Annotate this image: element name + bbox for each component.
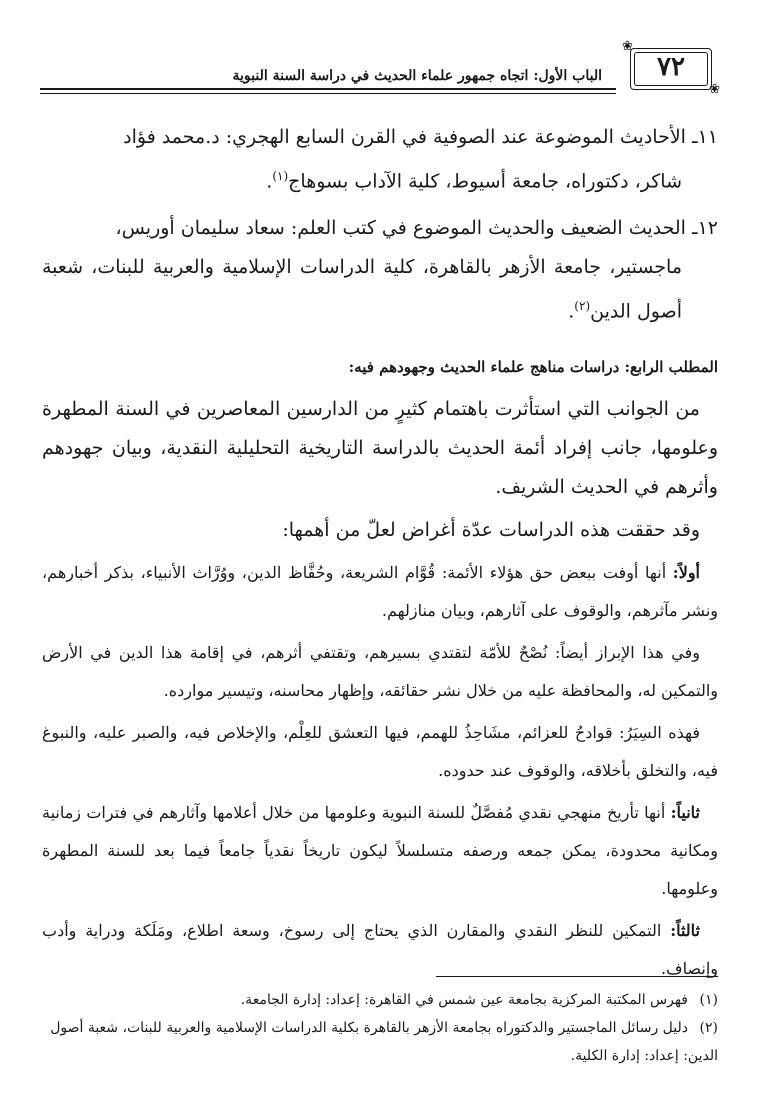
header-rule: [40, 88, 616, 90]
list-item: [42, 209, 718, 331]
footnote-text: فهرس المكتبة المركزية بجامعة عين شمس في القاهرة: إعداد: إدارة الجامعة.: [240, 992, 688, 1008]
paragraph: وقد حققت هذه الدراسات عدّة أغراض لعلّ من أهمها:: [282, 518, 700, 541]
main-text: [42, 118, 718, 992]
footnote-number: (٢): [699, 1020, 718, 1036]
list-item-text-continued: شاكر، دكتوراه، جامعة أسيوط، كلية الآداب بسوهاج: [288, 170, 682, 193]
flower-ornament-icon: ❀: [622, 39, 633, 54]
list-item-text: الأحاديث الموضوعة عند الصوفية في القرن السابع الهجري: د.محمد فؤاد: [123, 126, 686, 148]
paragraph: من الجوانب التي استأثرت باهتمام كثيرٍ من الدارسين المعاصرين في السنة المطهرة وعلومها، جانب إفراد أئمة الحديث بالدراسة التاريخية التحليلية النقدية، وبيان جهودهم وأثرهم في الحديث الشريف.: [42, 397, 718, 498]
paragraph: وفي هذا الإبراز أيضاً: نُصْحٌ للأمّة لتقتدي بسيرهم، وتقتفي أثرهم، في إقامة هذا الدين في الأرض والتمكين له، والمحافظة عليه من خلال نشر حقائقه، وإظهار محاسنه، وتيسير موارده.: [42, 642, 718, 700]
page-number: ٧٢: [657, 52, 685, 82]
list-item-text: الحديث الضعيف والحديث الموضوع في كتب العلم: سعاد سليمان أوريس،: [115, 217, 686, 240]
footnote-text: دليل رسائل الماجستير والدكتوراه بجامعة الأزهر بالقاهرة بكلية الدراسات الإسلامية والعربية للبنات، شعبة أصول الدين: إعداد: إدارة الكلية.: [50, 1020, 718, 1064]
list-item-number: ١١ـ: [692, 126, 718, 148]
section-heading: المطلب الرابع: دراسات مناهج علماء الحديث وجهودهم فيه:: [348, 357, 718, 376]
point-label: ثانياً:: [670, 802, 700, 822]
point-label: أولاً:: [672, 562, 700, 582]
list-item-text-continued: ماجستير، جامعة الأزهر بالقاهرة، كلية الدراسات الإسلامية والعربية للبنات، شعبة أصول الدين: [42, 256, 682, 323]
footnotes: [42, 986, 718, 1070]
running-header: [40, 39, 720, 97]
paragraph: [42, 794, 718, 908]
flower-ornament-icon: ❀: [709, 82, 720, 97]
footnote: [42, 1014, 718, 1070]
footnote-separator: [436, 976, 718, 977]
paragraph: [42, 554, 718, 630]
paragraph-text: أنها تأريخ منهجي نقدي مُفصَّلٌ للسنة النبوية وعلومها من خلال أعلامها وآثارهم في فترات زمانية ومكانية محدودة، يمكن جمعه ورصفه متسلسلاً ليكون تاريخاً نقدياً جامعاً فيما بعد للسنة المطهرة وعلومها.: [42, 802, 719, 898]
list-item: [42, 118, 718, 201]
header-rule-thin: [40, 93, 616, 94]
list-item-end: .: [568, 300, 575, 323]
footnote-ref[interactable]: (٢): [574, 299, 591, 314]
footnote: [42, 986, 718, 1014]
header-title: الباب الأول: اتجاه جمهور علماء الحديث في دراسة السنة النبوية: [232, 68, 602, 84]
paragraph-text: أنها أوفت ببعض حق هؤلاء الأئمة: قُوَّام الشريعة، وحُفَّاظ الدين، ووُرَّاث الأنبياء، بذكر أخبارهم، ونشر مآثرهم، والوقوف على آثارهم، وبيان منازلهم.: [42, 562, 718, 620]
footnote-ref[interactable]: (١): [272, 169, 289, 183]
list-item-number: ١٢ـ: [692, 217, 718, 240]
point-label: ثالثاً:: [670, 920, 700, 940]
page-number-box: [622, 39, 720, 97]
paragraph-text: التمكين للنظر النقدي والمقارن الذي يحتاج إلى رسوخ، وسعة اطلاع، ومَلَكة ودراية وأدب وإنصاف.: [42, 920, 718, 978]
paragraph: فهذه السِيَرُ: قوادحُ للعزائم، مشَاحِذُ للهمم، فيها التعشق للعِلْم، والإخلاص فيه، والصبر عليه، والنبوغ فيه، والتخلق بأخلاقه، والوقوف عند حدوده.: [42, 722, 718, 780]
footnote-number: (١): [699, 992, 718, 1008]
list-item-end: .: [266, 170, 273, 193]
